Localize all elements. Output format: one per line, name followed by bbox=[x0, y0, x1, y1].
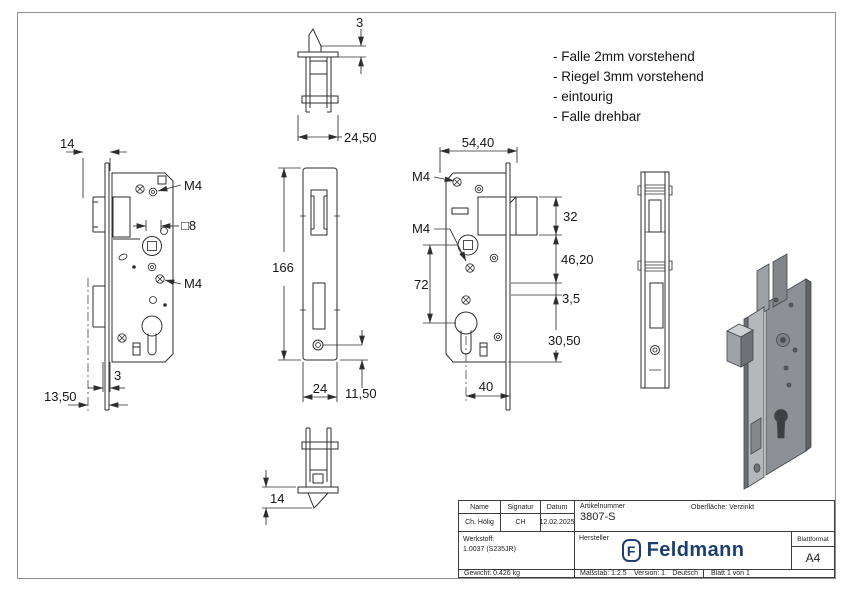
surface-label: Oberfläche: bbox=[691, 504, 728, 511]
dim-label: 11,50 bbox=[345, 386, 377, 401]
view-bottom bbox=[262, 428, 338, 525]
dim-label: M4 bbox=[184, 178, 203, 193]
dim-label: 24,50 bbox=[344, 130, 377, 145]
note-line: - Falle 2mm vorstehend bbox=[553, 49, 695, 64]
article-number-value: 3807-S bbox=[580, 511, 616, 523]
dim-label: 166 bbox=[272, 260, 294, 275]
dim-label: □8 bbox=[181, 218, 197, 233]
view-3d-render bbox=[727, 254, 811, 489]
feldmann-logo-icon: F bbox=[622, 539, 641, 562]
feldmann-logo bbox=[575, 532, 791, 569]
dim-label: M4 bbox=[184, 276, 203, 291]
title-block bbox=[458, 500, 835, 578]
surface-value: Verzinkt bbox=[729, 504, 755, 511]
dim-label: 40 bbox=[478, 379, 494, 394]
dim-label: 3 bbox=[114, 368, 122, 383]
version-value: Version: 1 bbox=[633, 570, 666, 577]
scale-value: Maßstab: 1:2.5 bbox=[580, 570, 627, 577]
sheet-format-value: A4 bbox=[805, 551, 821, 565]
dim-label: M4 bbox=[412, 169, 431, 184]
view-faceplate bbox=[272, 168, 376, 402]
name-value: Ch. Hölig bbox=[459, 514, 501, 531]
dim-label: 72 bbox=[414, 277, 429, 292]
dim-label: M4 bbox=[412, 221, 431, 236]
dim-label: 54,40 bbox=[461, 135, 495, 150]
dim-label: 46,20 bbox=[561, 252, 594, 267]
material-label: Werkstoff: bbox=[463, 536, 495, 543]
material-value: 1.0037 (S235JR) bbox=[463, 546, 516, 553]
view-left-side bbox=[44, 136, 202, 412]
date-label: Datum bbox=[546, 503, 568, 511]
article-number-label: Artikelnummer bbox=[580, 503, 626, 510]
dim-label: 3 bbox=[356, 15, 364, 30]
dim-label: 13,50 bbox=[44, 389, 77, 404]
sheet-format-label: Blattformat bbox=[792, 532, 834, 547]
language-value: Deutsch bbox=[672, 570, 698, 577]
signature-value: CH bbox=[501, 514, 541, 531]
weight-value: Gewicht: 0.426 kg bbox=[459, 570, 575, 577]
drawing-notes bbox=[553, 47, 704, 127]
view-back bbox=[412, 135, 594, 410]
feldmann-logo-text: Feldmann bbox=[646, 539, 745, 561]
dim-label: 24 bbox=[312, 381, 328, 396]
note-line: - Falle drehbar bbox=[553, 109, 641, 124]
dim-label: 14 bbox=[60, 136, 75, 151]
note-line: - eintourig bbox=[553, 89, 614, 104]
dim-label: 30,50 bbox=[548, 333, 581, 348]
date-value: 12.02.2025 bbox=[539, 519, 575, 526]
view-top bbox=[298, 15, 377, 145]
signature-label: Signatur bbox=[501, 501, 541, 513]
view-side-edge bbox=[638, 172, 672, 388]
sheet-count-value: Blatt 1 von 1 bbox=[711, 570, 750, 577]
manufacturer-label: Hersteller bbox=[579, 535, 609, 542]
dim-label: 14 bbox=[270, 491, 285, 506]
name-label: Name bbox=[459, 501, 501, 513]
dim-label: 32 bbox=[563, 209, 578, 224]
dim-label: 3,5 bbox=[562, 291, 581, 306]
note-line: - Riegel 3mm vorstehend bbox=[553, 69, 704, 84]
